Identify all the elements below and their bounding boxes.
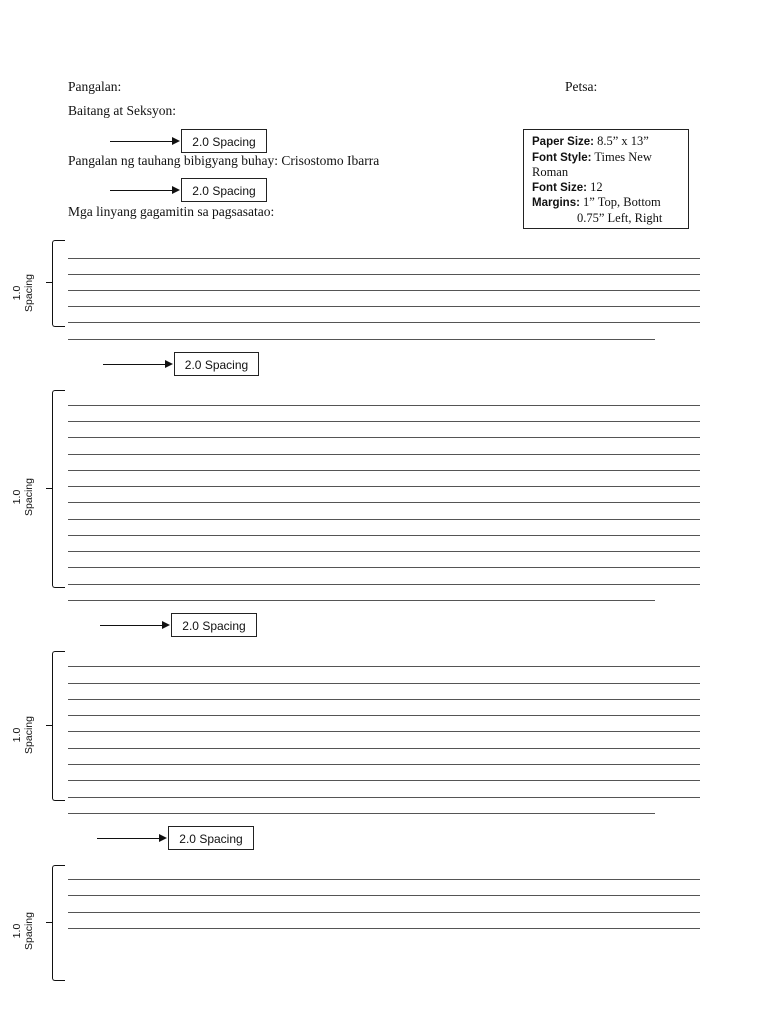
writing-line: [68, 290, 700, 291]
spacing-tag: 2.0 Spacing: [168, 826, 254, 850]
font-size-value: 12: [590, 179, 603, 194]
writing-line-short: [68, 600, 655, 601]
margins-value: 1” Top, Bottom: [583, 195, 661, 209]
font-size-key: Font Size:: [532, 181, 587, 194]
writing-line: [68, 912, 700, 913]
writing-line: [68, 584, 700, 585]
brace: [52, 390, 65, 588]
writing-line: [68, 748, 700, 749]
writing-line-short: [68, 339, 655, 340]
writing-line: [68, 437, 700, 438]
name-label: Pangalan:: [68, 79, 122, 94]
arrow-right-icon: [100, 625, 168, 626]
date-label: Petsa:: [565, 79, 598, 94]
writing-line: [68, 486, 700, 487]
arrow-right-icon: [97, 838, 165, 839]
spacing-vertical-label: 1.0 Spacing: [11, 716, 35, 754]
font-style-value-cont: Roman: [532, 165, 569, 179]
spacing-vertical-label: 1.0 Spacing: [11, 478, 35, 516]
writing-line: [68, 519, 700, 520]
writing-line: [68, 421, 700, 422]
writing-line: [68, 567, 700, 568]
font-style-value: Times New: [594, 149, 652, 164]
font-style-key: Font Style:: [532, 151, 592, 164]
grade-section-label: Baitang at Seksyon:: [68, 103, 176, 118]
format-info-box: [523, 129, 689, 229]
writing-line: [68, 797, 700, 798]
writing-line: [68, 683, 700, 684]
margins-value-cont: 0.75” Left, Right: [577, 210, 663, 225]
paper-size-value: 8.5” x 13”: [597, 134, 649, 148]
writing-line: [68, 502, 700, 503]
writing-line: [68, 895, 700, 896]
brace-tip: [46, 725, 52, 726]
writing-line: [68, 715, 700, 716]
writing-line: [68, 454, 700, 455]
paper-size-key: Paper Size:: [532, 136, 594, 148]
spacing-vertical-label: 1.0 Spacing: [11, 912, 35, 950]
arrow-right-icon: [110, 141, 178, 142]
writing-line: [68, 731, 700, 732]
brace-tip: [46, 282, 52, 283]
writing-line: [68, 764, 700, 765]
writing-line: [68, 928, 700, 929]
spacing-tag: 2.0 Spacing: [171, 613, 257, 637]
writing-line: [68, 780, 700, 781]
arrow-right-icon: [103, 364, 171, 365]
arrow-right-icon: [110, 190, 178, 191]
writing-line: [68, 274, 700, 275]
writing-line: [68, 879, 700, 880]
writing-line: [68, 551, 700, 552]
brace-tip: [46, 488, 52, 489]
writing-line: [68, 306, 700, 307]
writing-line: [68, 258, 700, 259]
writing-line: [68, 699, 700, 700]
spacing-tag: 2.0 Spacing: [181, 178, 267, 202]
writing-line: [68, 535, 700, 536]
brace: [52, 240, 65, 327]
brace: [52, 651, 65, 801]
spacing-tag: 2.0 Spacing: [181, 129, 267, 153]
character-name-label: Pangalan ng tauhang bibigyang buhay: Crisostomo Ibarra: [68, 153, 380, 168]
lines-to-use-label: Mga linyang gagamitin sa pagsasatao:: [68, 204, 275, 219]
writing-line: [68, 666, 700, 667]
writing-line: [68, 322, 700, 323]
margins-key: Margins:: [532, 197, 580, 209]
writing-line-short: [68, 813, 655, 814]
brace-tip: [46, 922, 52, 923]
spacing-tag: 2.0 Spacing: [174, 352, 259, 376]
writing-line: [68, 405, 700, 406]
spacing-vertical-label: 1.0 Spacing: [11, 274, 35, 312]
brace: [52, 865, 65, 981]
writing-line: [68, 470, 700, 471]
